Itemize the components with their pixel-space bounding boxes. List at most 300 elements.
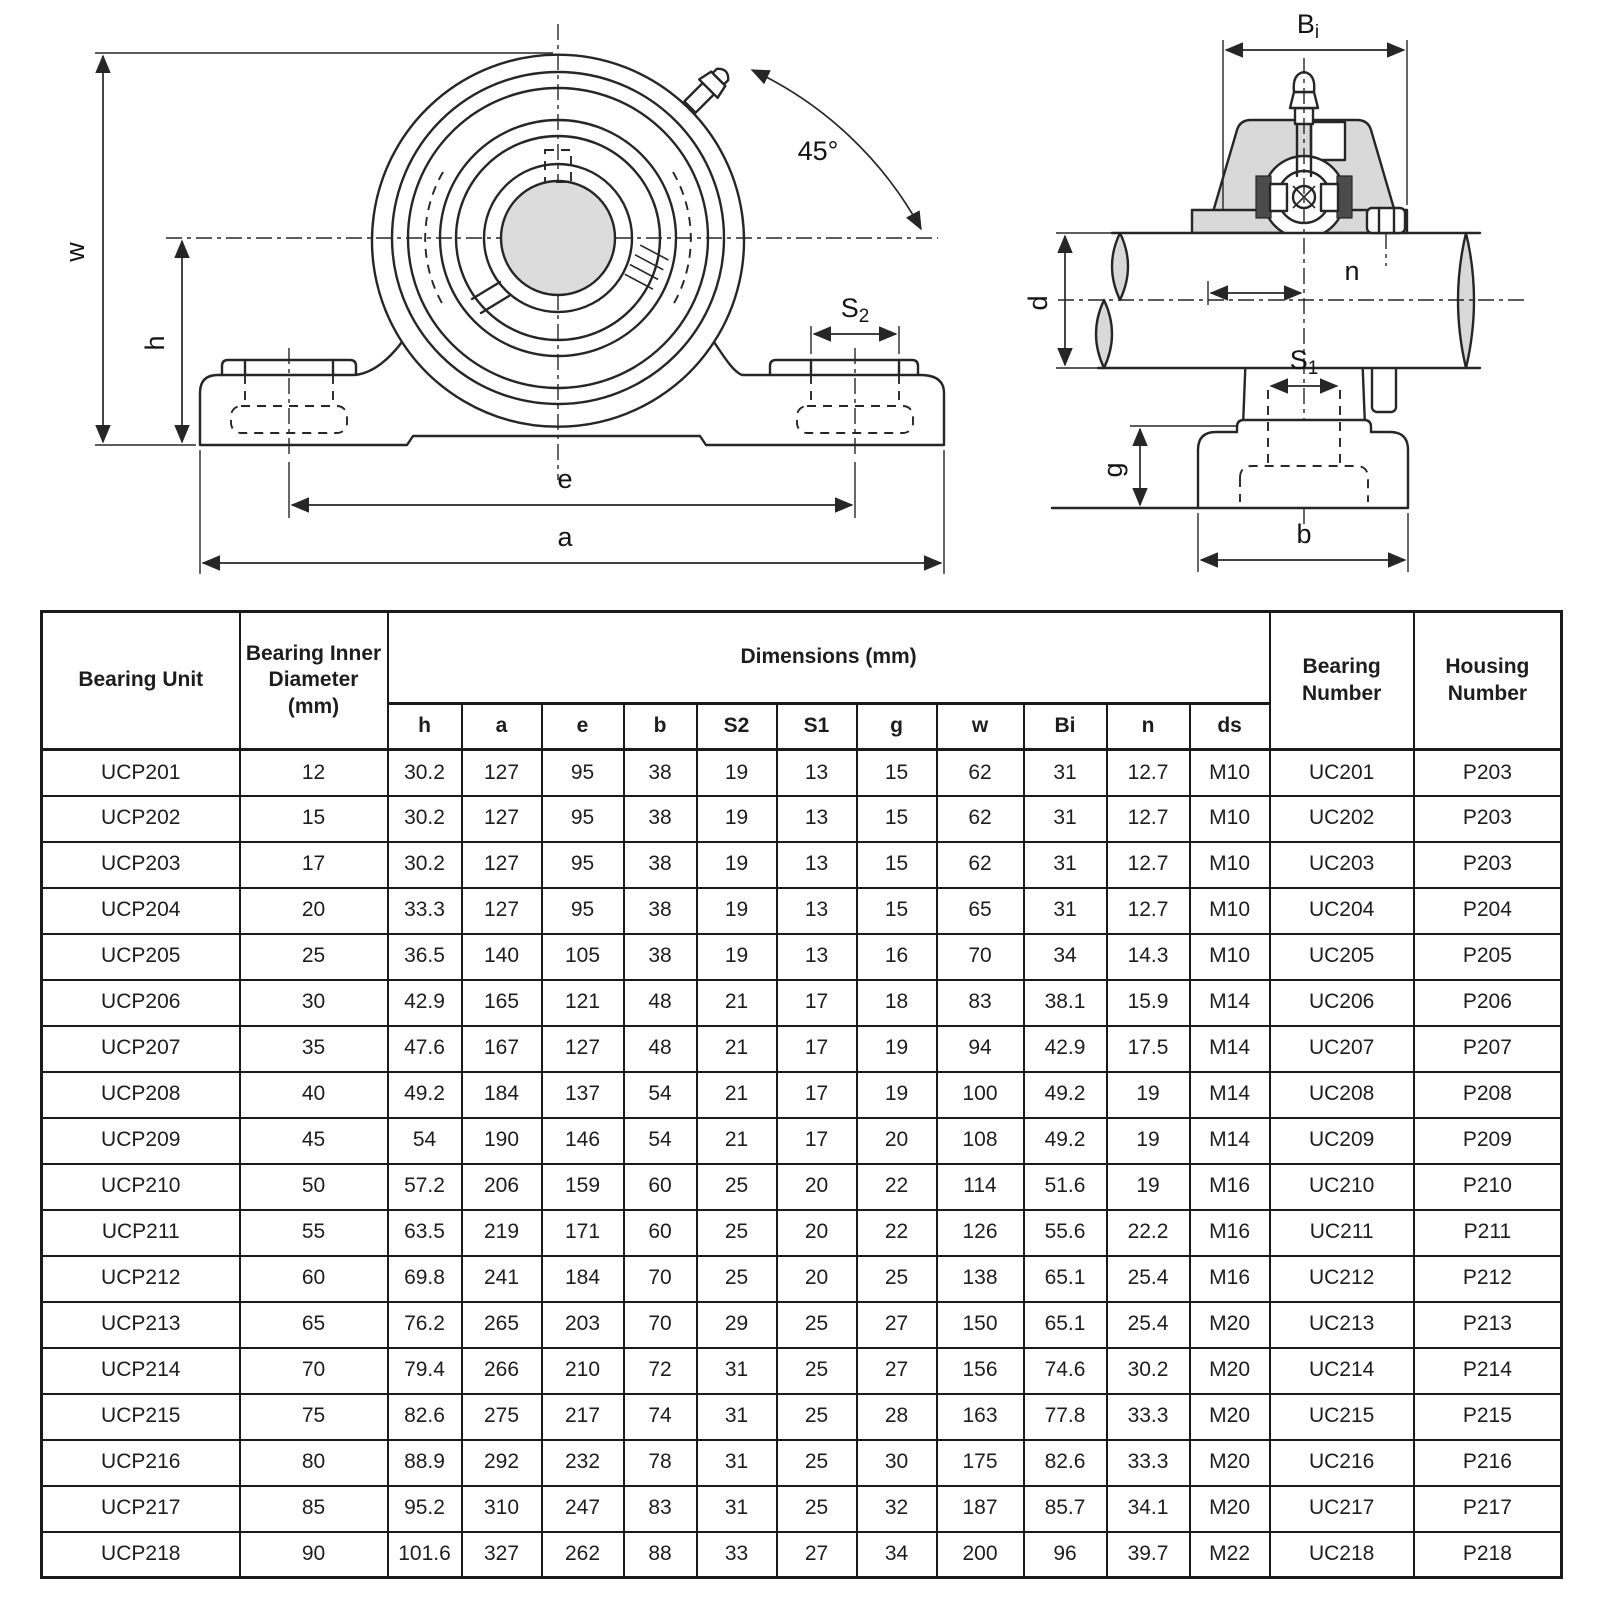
- table-cell: UCP203: [42, 842, 240, 888]
- table-cell: 57.2: [388, 1164, 462, 1210]
- header-bearing-number: Bearing Number: [1270, 612, 1414, 750]
- table-body: [42, 750, 1562, 1578]
- header-dim-bi: Bi: [1024, 704, 1107, 750]
- table-cell: 190: [462, 1118, 542, 1164]
- table-cell: 50: [240, 1164, 388, 1210]
- table-cell: 85: [240, 1486, 388, 1532]
- table-cell: 12.7: [1107, 842, 1190, 888]
- table-cell: 25.4: [1107, 1302, 1190, 1348]
- table-cell: P214: [1414, 1348, 1562, 1394]
- table-cell: UC213: [1270, 1302, 1414, 1348]
- table-cell: 266: [462, 1348, 542, 1394]
- table-cell: 70: [624, 1256, 697, 1302]
- header-dim-b: b: [624, 704, 697, 750]
- table-cell: 13: [777, 796, 857, 842]
- table-cell: UCP207: [42, 1026, 240, 1072]
- table-cell: 47.6: [388, 1026, 462, 1072]
- table-cell: 30.2: [388, 796, 462, 842]
- table-cell: 159: [542, 1164, 624, 1210]
- table-cell: 292: [462, 1440, 542, 1486]
- table-cell: UC218: [1270, 1532, 1414, 1578]
- table-cell: 167: [462, 1026, 542, 1072]
- table-cell: 31: [697, 1486, 777, 1532]
- table-cell: 25: [697, 1256, 777, 1302]
- table-cell: 17: [777, 1072, 857, 1118]
- table-cell: 19: [697, 750, 777, 796]
- table-cell: 171: [542, 1210, 624, 1256]
- dim-b: [1198, 513, 1408, 572]
- table-cell: 22.2: [1107, 1210, 1190, 1256]
- table-cell: UC210: [1270, 1164, 1414, 1210]
- table-cell: 19: [697, 934, 777, 980]
- table-cell: UC203: [1270, 842, 1414, 888]
- table-row: [42, 1256, 1562, 1302]
- table-cell: 72: [624, 1348, 697, 1394]
- table-cell: 14.3: [1107, 934, 1190, 980]
- table-cell: 95: [542, 750, 624, 796]
- table-cell: M10: [1190, 796, 1270, 842]
- table-cell: 48: [624, 980, 697, 1026]
- table-row: [42, 1210, 1562, 1256]
- angle-annotation: [752, 70, 921, 229]
- table-cell: 12.7: [1107, 796, 1190, 842]
- table-cell: 15: [857, 888, 937, 934]
- table-cell: 206: [462, 1164, 542, 1210]
- table-cell: M14: [1190, 1118, 1270, 1164]
- table-cell: UC209: [1270, 1118, 1414, 1164]
- table-cell: UC206: [1270, 980, 1414, 1026]
- table-cell: 42.9: [388, 980, 462, 1026]
- table-cell: 105: [542, 934, 624, 980]
- table-cell: UCP211: [42, 1210, 240, 1256]
- table-cell: 65: [240, 1302, 388, 1348]
- table-cell: 19: [857, 1072, 937, 1118]
- table-cell: 20: [240, 888, 388, 934]
- table-cell: 17: [777, 1118, 857, 1164]
- header-dim-g: g: [857, 704, 937, 750]
- table-cell: 310: [462, 1486, 542, 1532]
- table-cell: 13: [777, 888, 857, 934]
- table-cell: 76.2: [388, 1302, 462, 1348]
- header-dim-s2: S2: [697, 704, 777, 750]
- inner-ring-section: [1321, 184, 1338, 211]
- table-cell: 83: [937, 980, 1024, 1026]
- table-cell: 127: [462, 750, 542, 796]
- table-cell: 241: [462, 1256, 542, 1302]
- header-inner-diameter: Bearing Inner Diameter (mm): [240, 612, 388, 750]
- table-row: [42, 1394, 1562, 1440]
- dim-s2: [811, 293, 899, 354]
- dim-label-d: d: [1023, 295, 1053, 311]
- dim-label-g: g: [1098, 462, 1128, 478]
- table-cell: 85.7: [1024, 1486, 1107, 1532]
- table-cell: 108: [937, 1118, 1024, 1164]
- table-cell: 137: [542, 1072, 624, 1118]
- setscrew-collar: [1367, 208, 1405, 233]
- table-cell: 25: [777, 1440, 857, 1486]
- table-cell: 12.7: [1107, 888, 1190, 934]
- table-cell: 90: [240, 1532, 388, 1578]
- table-cell: 33.3: [388, 888, 462, 934]
- table-cell: 33: [697, 1532, 777, 1578]
- table-cell: 20: [777, 1210, 857, 1256]
- table-cell: 48: [624, 1026, 697, 1072]
- table-cell: 25: [240, 934, 388, 980]
- table-cell: M20: [1190, 1394, 1270, 1440]
- table-cell: 27: [857, 1348, 937, 1394]
- table-cell: P206: [1414, 980, 1562, 1026]
- table-cell: M14: [1190, 1072, 1270, 1118]
- table-cell: 63.5: [388, 1210, 462, 1256]
- table-cell: 60: [624, 1210, 697, 1256]
- table-row: [42, 1072, 1562, 1118]
- table-cell: 203: [542, 1302, 624, 1348]
- table-cell: 38: [624, 796, 697, 842]
- table-cell: 247: [542, 1486, 624, 1532]
- header-dim-a: a: [462, 704, 542, 750]
- dim-label-s1-sub: 1: [1307, 358, 1319, 379]
- table-cell: M20: [1190, 1486, 1270, 1532]
- dim-label-h: h: [140, 335, 170, 351]
- setscrew-line: [481, 296, 509, 313]
- table-cell: 54: [388, 1118, 462, 1164]
- table-cell: 78: [624, 1440, 697, 1486]
- header-housing-number: Housing Number: [1414, 612, 1562, 750]
- table-cell: 232: [542, 1440, 624, 1486]
- table-cell: 150: [937, 1302, 1024, 1348]
- table-cell: 19: [1107, 1072, 1190, 1118]
- table-cell: 19: [697, 796, 777, 842]
- table-cell: 95: [542, 888, 624, 934]
- table-cell: 184: [462, 1072, 542, 1118]
- header-dim-h: h: [388, 704, 462, 750]
- table-cell: 101.6: [388, 1532, 462, 1578]
- table-cell: 17: [240, 842, 388, 888]
- table-row: [42, 1486, 1562, 1532]
- dim-e: [289, 462, 855, 518]
- table-cell: 20: [777, 1256, 857, 1302]
- table-cell: 95: [542, 842, 624, 888]
- table-cell: UCP216: [42, 1440, 240, 1486]
- table-cell: 32: [857, 1486, 937, 1532]
- table-cell: 35: [240, 1026, 388, 1072]
- table-cell: 25: [777, 1486, 857, 1532]
- table-header: [42, 612, 1562, 750]
- table-cell: 17.5: [1107, 1026, 1190, 1072]
- table-cell: M16: [1190, 1256, 1270, 1302]
- table-cell: UCP205: [42, 934, 240, 980]
- table-cell: 25.4: [1107, 1256, 1190, 1302]
- table-cell: 17: [777, 1026, 857, 1072]
- table-cell: P207: [1414, 1026, 1562, 1072]
- table-cell: 25: [857, 1256, 937, 1302]
- table-cell: UC214: [1270, 1348, 1414, 1394]
- table-cell: 156: [937, 1348, 1024, 1394]
- table-cell: UC208: [1270, 1072, 1414, 1118]
- table-cell: UC202: [1270, 796, 1414, 842]
- table-cell: 31: [1024, 750, 1107, 796]
- table-cell: UCP209: [42, 1118, 240, 1164]
- table-cell: 96: [1024, 1532, 1107, 1578]
- table-cell: 25: [777, 1348, 857, 1394]
- table-cell: 30.2: [388, 842, 462, 888]
- table-cell: 88: [624, 1532, 697, 1578]
- table-cell: 74: [624, 1394, 697, 1440]
- table-cell: UCP217: [42, 1486, 240, 1532]
- header-dimensions: Dimensions (mm): [388, 612, 1270, 704]
- table-cell: 25: [777, 1302, 857, 1348]
- table-cell: 165: [462, 980, 542, 1026]
- table-cell: 127: [462, 842, 542, 888]
- table-cell: M22: [1190, 1532, 1270, 1578]
- table-cell: P211: [1414, 1210, 1562, 1256]
- table-cell: 60: [240, 1256, 388, 1302]
- table-cell: 127: [542, 1026, 624, 1072]
- table-cell: 70: [937, 934, 1024, 980]
- table-cell: 217: [542, 1394, 624, 1440]
- table-cell: P204: [1414, 888, 1562, 934]
- table-cell: 49.2: [1024, 1072, 1107, 1118]
- table-cell: 51.6: [1024, 1164, 1107, 1210]
- table-row: [42, 1348, 1562, 1394]
- table-cell: UCP208: [42, 1072, 240, 1118]
- table-row: [42, 888, 1562, 934]
- table-cell: 200: [937, 1532, 1024, 1578]
- table-cell: 19: [697, 842, 777, 888]
- table-row: [42, 980, 1562, 1026]
- table-cell: M14: [1190, 1026, 1270, 1072]
- table-cell: UCP204: [42, 888, 240, 934]
- table-row: [42, 842, 1562, 888]
- table-cell: UC217: [1270, 1486, 1414, 1532]
- table-cell: 15: [857, 842, 937, 888]
- table-cell: 55.6: [1024, 1210, 1107, 1256]
- table-row: [42, 1026, 1562, 1072]
- table-cell: 75: [240, 1394, 388, 1440]
- table-cell: 79.4: [388, 1348, 462, 1394]
- header-dim-ds: ds: [1190, 704, 1270, 750]
- table-cell: 60: [624, 1164, 697, 1210]
- seal-section: [1256, 176, 1271, 218]
- table-cell: 12: [240, 750, 388, 796]
- table-cell: UC216: [1270, 1440, 1414, 1486]
- table-cell: 30: [857, 1440, 937, 1486]
- table-cell: 70: [624, 1302, 697, 1348]
- table-cell: 187: [937, 1486, 1024, 1532]
- table-cell: 22: [857, 1210, 937, 1256]
- dim-label-s2-sub: 2: [858, 306, 870, 327]
- table-cell: UC211: [1270, 1210, 1414, 1256]
- table-cell: 62: [937, 842, 1024, 888]
- table-cell: 22: [857, 1164, 937, 1210]
- table-cell: 27: [857, 1302, 937, 1348]
- table-row: [42, 1118, 1562, 1164]
- table-cell: 13: [777, 842, 857, 888]
- table-cell: 17: [777, 980, 857, 1026]
- table-row: [42, 1440, 1562, 1486]
- angle-label: 45°: [797, 136, 839, 166]
- table-cell: 19: [697, 888, 777, 934]
- dim-label-s1-main: S: [1289, 345, 1308, 375]
- table-cell: P217: [1414, 1486, 1562, 1532]
- table-cell: M10: [1190, 888, 1270, 934]
- table-cell: 77.8: [1024, 1394, 1107, 1440]
- table-cell: UCP212: [42, 1256, 240, 1302]
- table-cell: P216: [1414, 1440, 1562, 1486]
- table-cell: P203: [1414, 796, 1562, 842]
- table-cell: M20: [1190, 1440, 1270, 1486]
- table-cell: 38: [624, 750, 697, 796]
- table-cell: UC201: [1270, 750, 1414, 796]
- grease-passage: [1311, 122, 1345, 160]
- dim-label-n: n: [1344, 256, 1360, 286]
- table-cell: 31: [697, 1348, 777, 1394]
- table-cell: 80: [240, 1440, 388, 1486]
- table-cell: 184: [542, 1256, 624, 1302]
- table-cell: M20: [1190, 1348, 1270, 1394]
- table-cell: 33.3: [1107, 1440, 1190, 1486]
- table-cell: 34: [1024, 934, 1107, 980]
- table-cell: 27: [777, 1532, 857, 1578]
- table-cell: 13: [777, 750, 857, 796]
- table-cell: 82.6: [388, 1394, 462, 1440]
- table-cell: UC205: [1270, 934, 1414, 980]
- base-section: [1198, 420, 1408, 508]
- table-cell: 146: [542, 1118, 624, 1164]
- header-dim-s1: S1: [777, 704, 857, 750]
- table-cell: M10: [1190, 842, 1270, 888]
- right-foot-lip: [770, 360, 918, 375]
- table-cell: M20: [1190, 1302, 1270, 1348]
- header-dim-n: n: [1107, 704, 1190, 750]
- front-view-drawing: [60, 24, 944, 574]
- table-cell: 15: [857, 796, 937, 842]
- table-cell: 20: [777, 1164, 857, 1210]
- table-row: [42, 1532, 1562, 1578]
- table-cell: P208: [1414, 1072, 1562, 1118]
- table-cell: 54: [624, 1118, 697, 1164]
- inner-ring-section: [1270, 184, 1287, 211]
- table-cell: M14: [1190, 980, 1270, 1026]
- table-cell: 12.7: [1107, 750, 1190, 796]
- table-cell: 38: [624, 842, 697, 888]
- table-cell: 31: [697, 1440, 777, 1486]
- header-bearing-unit: Bearing Unit: [42, 612, 240, 750]
- table-cell: 19: [857, 1026, 937, 1072]
- table-cell: 175: [937, 1440, 1024, 1486]
- table-cell: UCP201: [42, 750, 240, 796]
- table-cell: 39.7: [1107, 1532, 1190, 1578]
- table-cell: 100: [937, 1072, 1024, 1118]
- table-cell: 31: [1024, 842, 1107, 888]
- table-cell: 15.9: [1107, 980, 1190, 1026]
- table-cell: 83: [624, 1486, 697, 1532]
- table-cell: UCP213: [42, 1302, 240, 1348]
- table-cell: M16: [1190, 1164, 1270, 1210]
- table-cell: 62: [937, 796, 1024, 842]
- shaft-bore: [501, 181, 615, 295]
- table-cell: 95.2: [388, 1486, 462, 1532]
- table-cell: 62: [937, 750, 1024, 796]
- table-cell: 21: [697, 1072, 777, 1118]
- table-row: [42, 934, 1562, 980]
- table-cell: 138: [937, 1256, 1024, 1302]
- table-cell: 45: [240, 1118, 388, 1164]
- table-cell: 65.1: [1024, 1256, 1107, 1302]
- table-cell: 265: [462, 1302, 542, 1348]
- table-cell: 114: [937, 1164, 1024, 1210]
- table-cell: 19: [1107, 1118, 1190, 1164]
- table-cell: 18: [857, 980, 937, 1026]
- table-cell: 49.2: [1024, 1118, 1107, 1164]
- table-cell: UCP218: [42, 1532, 240, 1578]
- dim-label-w: w: [60, 242, 90, 262]
- table-row: [42, 1302, 1562, 1348]
- table-cell: 38: [624, 888, 697, 934]
- table-cell: 88.9: [388, 1440, 462, 1486]
- table-cell: M16: [1190, 1210, 1270, 1256]
- table-cell: 38: [624, 934, 697, 980]
- table-cell: 262: [542, 1532, 624, 1578]
- dim-label-s2-main: S: [840, 293, 859, 323]
- table-cell: 31: [697, 1394, 777, 1440]
- table-cell: 82.6: [1024, 1440, 1107, 1486]
- table-cell: UCP206: [42, 980, 240, 1026]
- table-cell: 127: [462, 888, 542, 934]
- table-cell: UC207: [1270, 1026, 1414, 1072]
- table-cell: UCP215: [42, 1394, 240, 1440]
- table-cell: 126: [937, 1210, 1024, 1256]
- table-row: [42, 796, 1562, 842]
- table-cell: 121: [542, 980, 624, 1026]
- table-cell: 21: [697, 980, 777, 1026]
- dimensions-table: [40, 610, 1563, 1579]
- table-cell: P210: [1414, 1164, 1562, 1210]
- table-cell: 36.5: [388, 934, 462, 980]
- table-cell: 40: [240, 1072, 388, 1118]
- table-cell: UC212: [1270, 1256, 1414, 1302]
- table-cell: 21: [697, 1118, 777, 1164]
- table-cell: 15: [240, 796, 388, 842]
- table-cell: 327: [462, 1532, 542, 1578]
- table-cell: 54: [624, 1072, 697, 1118]
- setscrew-line: [472, 282, 500, 299]
- table-cell: 38.1: [1024, 980, 1107, 1026]
- table-row: [42, 750, 1562, 796]
- table-cell: UC215: [1270, 1394, 1414, 1440]
- table-cell: 25: [697, 1164, 777, 1210]
- table-row: [42, 1164, 1562, 1210]
- table-cell: P205: [1414, 934, 1562, 980]
- table-cell: UCP214: [42, 1348, 240, 1394]
- table-cell: 34: [857, 1532, 937, 1578]
- table-cell: 74.6: [1024, 1348, 1107, 1394]
- table-cell: P215: [1414, 1394, 1562, 1440]
- table-cell: 21: [697, 1026, 777, 1072]
- table-cell: 34.1: [1107, 1486, 1190, 1532]
- table-cell: 69.8: [388, 1256, 462, 1302]
- side-view-drawing: [1023, 9, 1528, 572]
- table-cell: 30: [240, 980, 388, 1026]
- table-cell: 55: [240, 1210, 388, 1256]
- table-cell: 16: [857, 934, 937, 980]
- dim-label-a: a: [557, 522, 573, 552]
- dim-label-s2: [841, 293, 870, 327]
- table-cell: 25: [777, 1394, 857, 1440]
- dim-label-bi-sub: i: [1314, 22, 1320, 43]
- table-cell: 65.1: [1024, 1302, 1107, 1348]
- table-cell: 65: [937, 888, 1024, 934]
